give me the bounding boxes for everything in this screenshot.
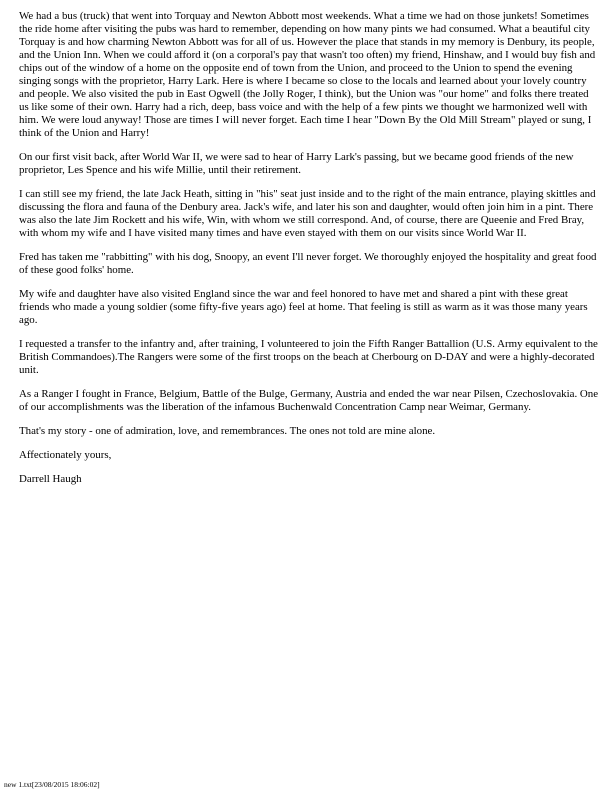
page-footer: new 1.txt[23/08/2015 18:06:02]: [4, 780, 100, 789]
paragraph-wife-daughter: My wife and daughter have also visited England since the war and feel honored to have met and shared a pint with these great friends who made a young soldier (some fifty-five years ago) feel at home. That feeling is still as warm as it was those many years ago.: [19, 288, 588, 326]
paragraph-rabbitting: Fred has taken me "rabbitting" with his dog, Snoopy, an event I'll never forget. We thoroughly enjoyed the hospitality and great food of these good folks' home.: [19, 251, 597, 276]
paragraph-ranger-transfer: I requested a transfer to the infantry and, after training, I volunteered to join the Fifth Ranger Battallion (U.S. Army equivalent to the British Commandoes).The Rangers were some of the first troops on the beach at Cherbourg on D-DAY and were a highly-decorated unit.: [19, 338, 598, 376]
paragraph-bus-trips: We had a bus (truck) that went into Torquay and Newton Abbott most weekends. What a time we had on those junkets! Sometimes the ride home after visiting the pubs was hard to remember, depending on how many pints we had consumed. What a beautiful city Torquay is and how charming Newton Abbott was for all of us. However the place that stands in my memory is Denbury, its people, and the Union Inn. When we could afford it (on a corporal's pay that wasn't too often) my friend, Hinshaw, and I would buy fish and chips out of the window of a home on the opposite end of town from the Union, and proceed to the Union to spend the evening singing songs with the proprietor, Harry Lark. Here is where I became so close to the locals and learned about your lovely country and people. We also visited the pub in East Ogwell (the Jolly Roger, I think), but the Union was "our home" and folks there treated us like some of their own. Harry had a rich, deep, bass voice and with the help of a few pints we thought we harmonized well with him. We were loud anyway! Those are times I will never forget. Each time I hear "Down By the Old Mill Stream" played or sung, I think of the Union and Harry!: [19, 10, 596, 139]
paragraph-ranger-campaigns: As a Ranger I fought in France, Belgium, Battle of the Bulge, Germany, Austria and ended the war near Pilsen, Czechoslovakia. One of our accomplishments was the liberation of the infamous Buchenwald Concentration Camp near Weimar, Germany.: [19, 388, 599, 413]
closing-salutation: Affectionately yours,: [19, 449, 112, 461]
paragraph-jack-heath: I can still see my friend, the late Jack Heath, sitting in "his" seat just inside and to the right of the main entrance, playing skittles and discussing the flora and fauna of the Denbury area. Jack's wife, and later his son and daughter, would often join him in a pint. There was also the late Jim Rockett and his wife, Win, with whom we still correspond. And, of course, there are Queenie and Fred Bray, with whom my wife and I have visited many times and have even stayed with them on our visits since World War II.: [19, 188, 596, 239]
paragraph-my-story: That's my story - one of admiration, love, and remembrances. The ones not told are mine alone.: [19, 425, 436, 437]
document-body: [19, 10, 599, 497]
paragraph-first-visit-back: On our first visit back, after World War II, we were sad to hear of Harry Lark's passing, but we became good friends of the new proprietor, Les Spence and his wife Millie, until their retirement.: [19, 151, 574, 176]
signature-name: Darrell Haugh: [19, 473, 82, 485]
